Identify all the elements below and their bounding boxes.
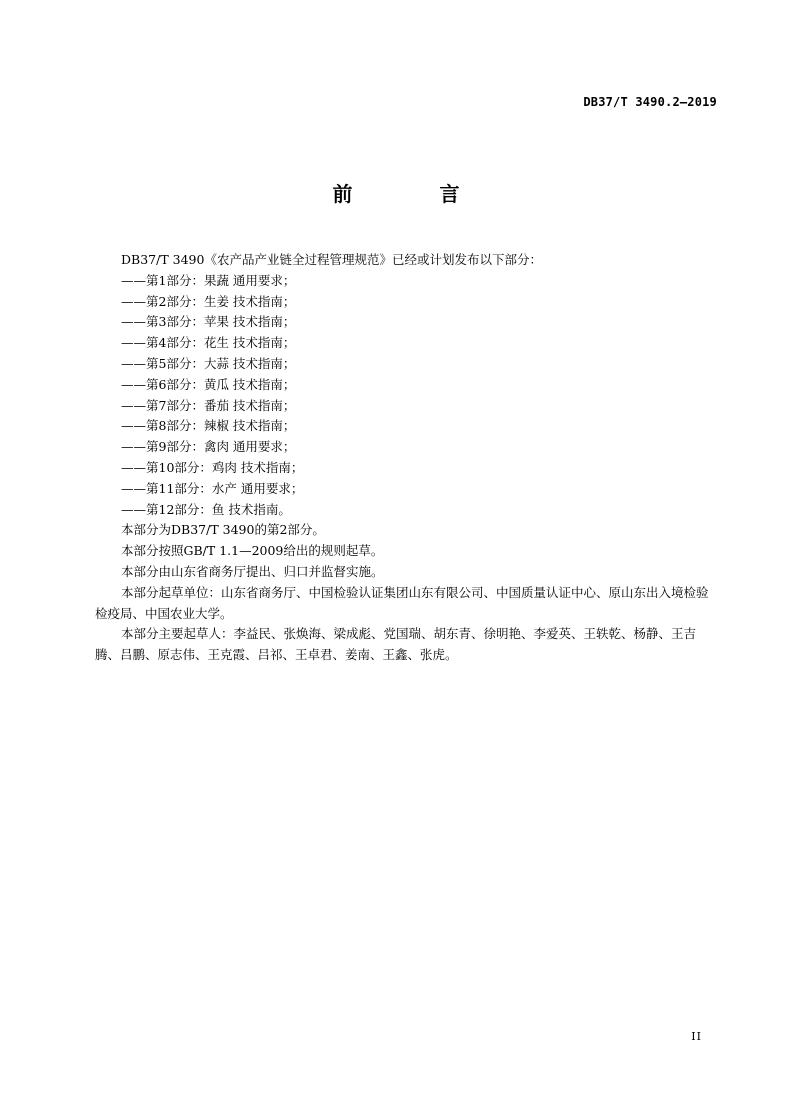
drafting-rules-statement: 本部分按照GB/T 1.1—2009给出的规则起草。	[121, 543, 384, 559]
part-item: ——第2部分：生姜 技术指南；	[121, 293, 296, 309]
part-item: ——第4部分：花生 技术指南；	[121, 335, 296, 351]
part-item: ——第9部分：禽肉 通用要求；	[121, 439, 296, 455]
standard-code: DB37/T 3490.2—2019	[583, 95, 717, 109]
drafters-paragraph: 本部分主要起草人：李益民、张焕海、梁成彪、党国瑞、胡东青、徐明艳、李爱英、王轶乾、杨静、王吉腾、吕鹏、原志伟、王克霞、吕祁、王卓君、姜南、王鑫、张虎。	[95, 626, 697, 663]
part-statement: 本部分为DB37/T 3490的第2部分。	[121, 522, 325, 538]
part-item: ——第6部分：黄瓜 技术指南；	[121, 376, 296, 392]
intro-paragraph: DB37/T 3490《农产品产业链全过程管理规范》已经或计划发布以下部分：	[121, 252, 542, 267]
drafting-units-paragraph: 本部分起草单位：山东省商务厅、中国检验认证集团山东有限公司、中国质量认证中心、原山东出入境检验检疫局、中国农业大学。	[95, 584, 709, 621]
proposer-statement: 本部分由山东省商务厅提出、归口并监督实施。	[121, 563, 384, 579]
part-item: ——第8部分：辣椒 技术指南；	[121, 418, 296, 434]
part-item: ——第5部分：大蒜 技术指南；	[121, 355, 296, 371]
page-number: II	[691, 1030, 702, 1043]
part-item: ——第7部分：番茄 技术指南；	[121, 397, 296, 413]
part-item: ——第12部分：鱼 技术指南。	[121, 501, 291, 517]
document-body	[95, 250, 720, 666]
part-item: ——第3部分：苹果 技术指南；	[121, 314, 296, 330]
part-item: ——第10部分：鸡肉 技术指南；	[121, 459, 304, 475]
part-item: ——第11部分：水产 通用要求；	[121, 480, 304, 496]
part-item: ——第1部分：果蔬 通用要求；	[121, 272, 296, 288]
page-title: 前 言	[332, 182, 500, 206]
